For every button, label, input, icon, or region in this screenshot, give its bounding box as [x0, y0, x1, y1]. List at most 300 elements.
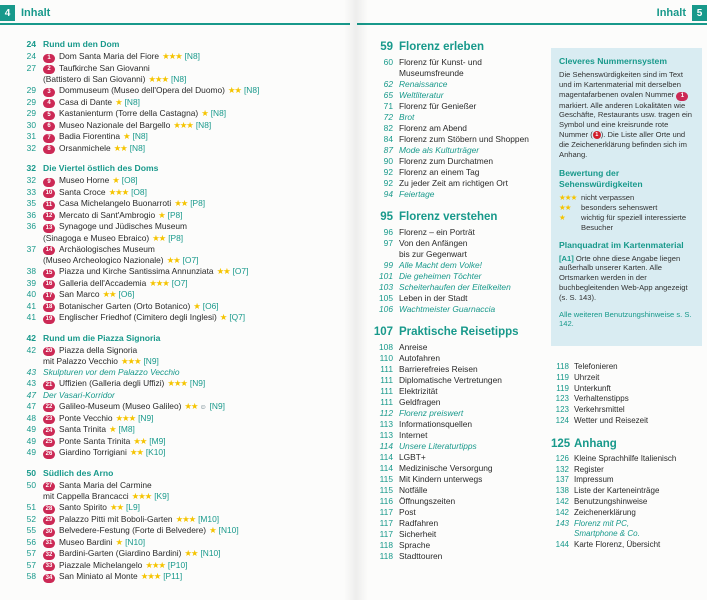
map-grid-ref: [O8]: [131, 186, 147, 197]
entry-page-number: 31: [26, 131, 36, 141]
entry-label: [399, 463, 552, 474]
entry-page-number: 142: [555, 507, 569, 517]
entry-page-number: 113: [379, 419, 393, 429]
toc-entry[interactable]: [372, 238, 552, 260]
toc-entry[interactable]: [372, 353, 552, 364]
toc-entry[interactable]: [12, 480, 348, 503]
entry-page-number: 36: [26, 221, 36, 231]
sight-number-badge: 27: [43, 482, 55, 491]
entry-text: Telefonieren: [574, 362, 618, 371]
toc-entry[interactable]: [372, 463, 552, 474]
info-text: ). Die Liste aller Orte und die Zeichenerklärung befinden sich im Anhang.: [559, 129, 687, 159]
entry-label: [43, 97, 348, 109]
entry-text: Museo Bardini: [59, 536, 113, 547]
section-header[interactable]: [12, 332, 348, 344]
toc-entry[interactable]: [372, 304, 552, 315]
toc-entry[interactable]: [372, 167, 552, 178]
entry-text: Zu jeder Zeit am richtigen Ort: [399, 178, 508, 188]
entry-text: Zeichenerklärung: [574, 507, 636, 517]
toc-entry[interactable]: [12, 560, 348, 572]
toc-entry[interactable]: [12, 424, 348, 436]
rating-label: besonders sehenswert: [581, 203, 658, 213]
entry-label: [574, 384, 702, 395]
star-rating: ★★: [216, 266, 230, 276]
entry-text: Bardini-Garten (Giardino Bardini): [59, 548, 182, 558]
toc-entry[interactable]: [372, 342, 552, 353]
sight-number-badge: 2: [43, 65, 55, 74]
entry-label: [399, 57, 552, 79]
entry-page-number: 115: [379, 474, 393, 484]
toc-column-main: [372, 38, 552, 562]
toc-entry[interactable]: [372, 485, 552, 496]
entry-label: [399, 397, 552, 408]
toc-entry[interactable]: [372, 496, 552, 507]
section-title: Anhang: [574, 437, 617, 450]
entry-text-line2: (Museo Archeologico Nazionale): [43, 255, 164, 265]
entry-label: [43, 560, 348, 572]
rating-label: wichtig für speziell interessierte Besucher: [581, 212, 687, 232]
toc-entry[interactable]: [372, 408, 552, 419]
rating-row: [559, 193, 694, 203]
toc-entry[interactable]: [12, 210, 348, 222]
map-grid-ref: [P8]: [190, 198, 206, 208]
toc-section: [372, 210, 552, 315]
toc-entry[interactable]: [12, 120, 348, 132]
toc-entry[interactable]: [12, 221, 348, 244]
sight-number-badge: 16: [43, 280, 55, 289]
entry-label: [43, 514, 348, 526]
sight-number-badge: 1: [43, 54, 55, 63]
toc-entry[interactable]: [12, 378, 348, 390]
entry-page-number: 138: [555, 486, 569, 496]
toc-entry[interactable]: [12, 108, 348, 120]
toc-entry[interactable]: [12, 312, 348, 324]
toc-entry[interactable]: [12, 131, 348, 143]
section-page-number: 50: [26, 467, 36, 478]
sight-number-badge: 7: [43, 134, 55, 143]
map-grid-ref: [O6]: [202, 300, 219, 311]
entry-label: [574, 454, 702, 465]
entry-page-number: 48: [26, 412, 36, 423]
entry-text: Internet: [399, 430, 428, 440]
entry-page-number: 52: [26, 513, 36, 524]
star-rating: ★: [115, 96, 122, 107]
map-grid-ref: [Q7]: [229, 312, 246, 322]
toc-entry[interactable]: [372, 375, 552, 386]
toc-entry[interactable]: [551, 519, 702, 541]
toc-entry[interactable]: [12, 571, 348, 583]
toc-entry[interactable]: [372, 293, 552, 304]
entry-label: [43, 63, 348, 86]
entry-text: Wachtmeister Guarnaccia: [399, 304, 496, 314]
toc-entry[interactable]: [12, 548, 348, 560]
entry-page-number: 57: [26, 548, 36, 558]
entry-page-number: 50: [26, 479, 36, 490]
entry-text: Post: [399, 507, 416, 517]
toc-entry[interactable]: [372, 145, 552, 156]
left-page-title: Inhalt: [21, 7, 51, 19]
entry-page-number: 37: [26, 243, 36, 254]
section-header[interactable]: [372, 325, 552, 339]
grid-section-title: Planquadrat im Kartenmaterial: [559, 239, 684, 250]
entry-page-number: 97: [383, 238, 393, 248]
entry-page-number: 118: [379, 551, 393, 561]
entry-text: Botanischer Garten (Orto Botanico): [59, 300, 191, 311]
entry-text: Santa Croce: [59, 186, 106, 197]
star-rating: ★★★: [148, 74, 168, 84]
entry-text: Piazza della Signoria: [59, 344, 138, 355]
toc-column-sights: [12, 38, 348, 583]
toc-entry[interactable]: [12, 244, 348, 267]
entry-label: [399, 189, 552, 200]
toc-entry[interactable]: [372, 178, 552, 189]
numbering-explanation: [559, 70, 694, 159]
entry-text: Florenz zum Durchatmen: [399, 156, 494, 166]
entry-page-number: 117: [379, 507, 393, 517]
toc-entry[interactable]: [372, 364, 552, 375]
entry-label: [43, 401, 348, 413]
section-page-number: 95: [380, 211, 393, 223]
entry-page-number: 29: [26, 85, 36, 95]
toc-entry[interactable]: [372, 271, 552, 282]
entry-text: Florenz für Genießer: [399, 101, 477, 111]
toc-entry[interactable]: [551, 373, 702, 384]
entry-label: [43, 131, 348, 143]
map-grid-ref: [N10]: [218, 525, 239, 535]
toc-section: [551, 437, 702, 551]
sight-number-badge: 14: [43, 246, 55, 255]
entry-page-number: 106: [379, 304, 393, 314]
map-grid-ref: [N8]: [184, 51, 200, 61]
star-rating: ★★: [227, 85, 241, 95]
toc-entry[interactable]: [372, 227, 552, 238]
section-header[interactable]: [12, 38, 348, 50]
entry-label: [43, 187, 348, 199]
toc-entry[interactable]: [551, 394, 702, 405]
entry-text: Anreise: [399, 342, 428, 352]
entry-text: Casa Michelangelo Buonarroti: [59, 198, 172, 208]
toc-entry[interactable]: [12, 436, 348, 448]
toc-entry[interactable]: [12, 187, 348, 199]
map-grid-ref: [O7]: [232, 266, 249, 276]
sight-number-badge: 23: [43, 415, 55, 424]
entry-text: Verkehrsmittel: [574, 405, 625, 415]
section-header[interactable]: [12, 162, 348, 174]
entry-page-number: 144: [555, 540, 569, 550]
toc-entry[interactable]: [12, 278, 348, 290]
entry-text: Galileo-Museum (Museo Galileo): [59, 400, 182, 411]
entry-label: [399, 304, 552, 315]
star-rating: ★★★: [173, 119, 193, 130]
toc-entry[interactable]: [372, 441, 552, 452]
entry-text: Santa Trinita: [59, 424, 107, 434]
entry-page-number: 123: [555, 394, 569, 404]
toc-entry[interactable]: [551, 508, 702, 519]
toc-entry[interactable]: [12, 413, 348, 425]
entry-text: Florenz preiswert: [399, 408, 464, 418]
sight-number-badge: 29: [43, 516, 55, 525]
toc-entry[interactable]: [12, 502, 348, 514]
toc-entry[interactable]: [372, 430, 552, 441]
star-rating: ★★★: [149, 277, 169, 288]
section-header[interactable]: [551, 437, 702, 451]
star-rating: ★★: [184, 400, 198, 411]
entry-page-number: 110: [379, 353, 393, 363]
toc-entry[interactable]: [372, 397, 552, 408]
entry-label: [43, 345, 348, 368]
star-rating: ★: [123, 131, 130, 141]
entry-text: Scheiterhaufen der Eitelkeiten: [399, 282, 511, 292]
entry-text: Unterkunft: [574, 383, 611, 393]
star-rating: ★★: [109, 502, 123, 512]
entry-page-number: 132: [555, 464, 569, 474]
entry-label: [399, 419, 552, 430]
entry-text: Öffnungszeiten: [399, 496, 456, 506]
toc-entry[interactable]: [12, 514, 348, 526]
entry-page-number: 41: [26, 300, 36, 311]
toc-entry[interactable]: [551, 454, 702, 465]
entry-page-number: 33: [26, 186, 36, 197]
toc-entry[interactable]: [12, 345, 348, 368]
toc-entry[interactable]: [12, 390, 348, 401]
toc-entry[interactable]: [12, 175, 348, 187]
rating-row: [559, 203, 694, 213]
toc-entry[interactable]: [372, 474, 552, 485]
section-title: Praktische Reisetipps: [399, 326, 519, 338]
toc-entry[interactable]: [551, 362, 702, 373]
map-grid-ref: [O7]: [171, 277, 188, 288]
toc-entry[interactable]: [372, 134, 552, 145]
map-grid-ref: [M10]: [198, 513, 220, 524]
star-rating: ★★★: [167, 378, 187, 388]
toc-entry[interactable]: [372, 189, 552, 200]
entry-label: [43, 108, 348, 120]
entry-text-line2: mit Cappella Brancacci: [43, 491, 129, 501]
entry-label: [43, 198, 348, 210]
entry-page-number: 114: [379, 463, 393, 473]
toc-entry[interactable]: [372, 90, 552, 101]
entry-label: [43, 367, 348, 378]
entry-label: [399, 178, 552, 189]
map-grid-ref: [P8]: [168, 232, 184, 243]
sight-number-badge: 5: [43, 111, 55, 120]
toc-entry[interactable]: [372, 282, 552, 293]
toc-entry[interactable]: [372, 529, 552, 540]
entry-text: Renaissance: [399, 79, 448, 89]
entry-text: Orsanmichele: [59, 142, 111, 153]
toc-entry[interactable]: [12, 198, 348, 210]
toc-entry[interactable]: [372, 156, 552, 167]
section-header[interactable]: [372, 40, 552, 54]
entry-label: [43, 413, 348, 425]
entry-label: [399, 551, 552, 562]
entry-page-number: 126: [555, 453, 569, 463]
section-title: Südlich des Arno: [43, 467, 114, 478]
toc-entry[interactable]: [12, 85, 348, 97]
entry-page-number: 56: [26, 536, 36, 547]
toc-entry[interactable]: [372, 452, 552, 463]
entry-text: Notfälle: [399, 485, 428, 495]
map-grid-ref: [P11]: [163, 571, 183, 581]
section-title: Rund um die Piazza Signoria: [43, 332, 161, 343]
toc-column-right: [551, 48, 702, 551]
entry-page-number: 111: [380, 364, 393, 374]
sight-number-badge: 11: [43, 201, 55, 210]
toc-entry[interactable]: [551, 475, 702, 486]
entry-label: [399, 540, 552, 551]
toc-entry[interactable]: [372, 386, 552, 397]
entry-page-number: 103: [379, 282, 393, 292]
entry-text: Elektrizität: [399, 386, 438, 396]
toc-entry[interactable]: [12, 525, 348, 537]
map-grid-ref: [N9]: [138, 412, 154, 423]
toc-entry[interactable]: [372, 507, 552, 518]
toc-entry[interactable]: [12, 143, 348, 155]
entry-text: Museo Horne: [59, 175, 110, 185]
entry-label: [399, 90, 552, 101]
entry-text: Palazzo Pitti mit Boboli-Garten: [59, 513, 173, 524]
entry-page-number: 60: [383, 57, 393, 67]
toc-entry[interactable]: [372, 540, 552, 551]
entry-page-number: 32: [26, 142, 36, 153]
entry-page-number: 36: [26, 209, 36, 220]
info-text: Orte ohne diese Angabe liegen außerhalb unserer Karten. Alle Ortsmarken werden in der buchbegleitenden Web-App angezeigt (s. S. 143).: [559, 253, 688, 302]
toc-entry[interactable]: [372, 551, 552, 562]
entry-page-number: 82: [383, 123, 393, 133]
toc-entry[interactable]: [12, 97, 348, 109]
toc-entry[interactable]: [551, 497, 702, 508]
entry-page-number: 112: [379, 408, 393, 418]
right-page-number-tab: 5: [692, 5, 707, 21]
entry-page-number: 123: [555, 405, 569, 415]
toc-entry[interactable]: [551, 384, 702, 395]
entry-text: Dommuseum (Museo dell'Opera del Duomo): [59, 85, 225, 95]
one-star-icon: ★: [559, 212, 565, 222]
toc-entry[interactable]: [551, 405, 702, 416]
star-rating: ★: [209, 525, 216, 535]
entry-page-number: 38: [26, 266, 36, 276]
toc-entry[interactable]: [551, 540, 702, 551]
entry-page-number: 137: [555, 475, 569, 485]
entry-label: [43, 424, 348, 436]
entry-label: [43, 278, 348, 290]
entry-label: [574, 475, 702, 486]
star-rating: ★★★: [115, 412, 136, 423]
entry-page-number: 96: [383, 227, 393, 237]
entry-label: [399, 156, 552, 167]
map-grid-ref: [O8]: [121, 175, 138, 185]
toc-entry[interactable]: [12, 289, 348, 301]
entry-text: Kleine Sprachhilfe Italienisch: [574, 453, 677, 463]
entry-label: [574, 362, 702, 373]
section-page-number: 42: [26, 332, 36, 343]
entry-page-number: 99: [383, 260, 393, 270]
entry-text: San Marco: [59, 289, 100, 299]
entry-page-number: 43: [26, 378, 36, 388]
entry-page-number: 58: [26, 571, 36, 581]
star-rating: ★★★: [162, 51, 182, 61]
toc-entry[interactable]: [372, 101, 552, 112]
entry-page-number: 90: [383, 156, 393, 166]
sample-oval-badge: 1: [676, 92, 688, 101]
toc-entry[interactable]: [551, 416, 702, 427]
entry-page-number: 47: [26, 400, 36, 411]
toc-section: [12, 467, 348, 583]
entry-label: [43, 447, 348, 459]
entry-text: Belvedere-Festung (Forte di Belvedere): [59, 525, 207, 535]
star-rating: ★★: [133, 435, 147, 446]
entry-page-number: 87: [383, 145, 393, 155]
toc-entry[interactable]: [12, 266, 348, 278]
entry-page-number: 47: [26, 389, 36, 400]
star-rating: ★★: [166, 255, 180, 265]
sight-number-badge: 6: [43, 122, 55, 131]
section-header[interactable]: [12, 467, 348, 479]
star-rating: ★★: [102, 289, 116, 299]
toc-entry[interactable]: [12, 367, 348, 378]
usage-notes-footer: Alle weiteren Benutzungshinweise s. S. 142.: [559, 309, 692, 329]
entry-page-number: 41: [26, 312, 36, 322]
entry-page-number: 72: [383, 112, 393, 122]
two-star-icon: ★★: [559, 203, 571, 213]
sight-number-badge: 20: [43, 347, 55, 356]
toc-entry[interactable]: [372, 419, 552, 430]
sight-number-badge: 28: [43, 505, 55, 514]
entry-label: [574, 405, 702, 416]
entry-label: [43, 480, 348, 503]
entry-text: Autofahren: [399, 353, 440, 363]
toc-entry[interactable]: [12, 63, 348, 86]
entry-label: [399, 507, 552, 518]
entry-page-number: 57: [26, 559, 36, 570]
grid-explanation: [559, 254, 694, 303]
toc-entry[interactable]: [12, 537, 348, 549]
entry-page-number: 92: [383, 178, 393, 188]
toc-entry[interactable]: [372, 57, 552, 79]
section-header[interactable]: [372, 210, 552, 224]
entry-text: Weltliteratur: [399, 90, 444, 100]
star-rating: ★: [112, 175, 119, 185]
section-title: Florenz verstehen: [399, 211, 498, 223]
entry-text: Uhrzeit: [574, 372, 600, 382]
toc-entry[interactable]: [12, 51, 348, 63]
sight-number-badge: 17: [43, 292, 55, 301]
toc-entry[interactable]: [12, 447, 348, 459]
entry-page-number: 92: [383, 167, 393, 177]
entry-page-number: 29: [26, 96, 36, 107]
entry-text: Der Vasari-Korridor: [43, 389, 115, 400]
info-box-title: Cleveres Nummernsystem: [559, 56, 667, 66]
entry-page-number: 111: [380, 397, 393, 407]
toc-entry[interactable]: [372, 518, 552, 529]
toc-entry[interactable]: [372, 79, 552, 90]
toc-entry[interactable]: [372, 123, 552, 134]
map-grid-ref: [N8]: [129, 142, 146, 153]
entry-label: [399, 386, 552, 397]
left-page-number-tab: 4: [0, 5, 15, 21]
toc-entry[interactable]: [372, 260, 552, 271]
star-rating: ★: [193, 300, 200, 311]
map-grid-ref: [N9]: [209, 400, 225, 411]
entry-text: Mode als Kulturträger: [399, 145, 480, 155]
toc-entry[interactable]: [551, 465, 702, 476]
toc-entry[interactable]: [372, 112, 552, 123]
toc-entry[interactable]: [12, 301, 348, 313]
entry-label: [574, 519, 702, 541]
toc-entry[interactable]: [551, 486, 702, 497]
entry-page-number: 51: [26, 502, 36, 512]
toc-entry[interactable]: [12, 401, 348, 413]
